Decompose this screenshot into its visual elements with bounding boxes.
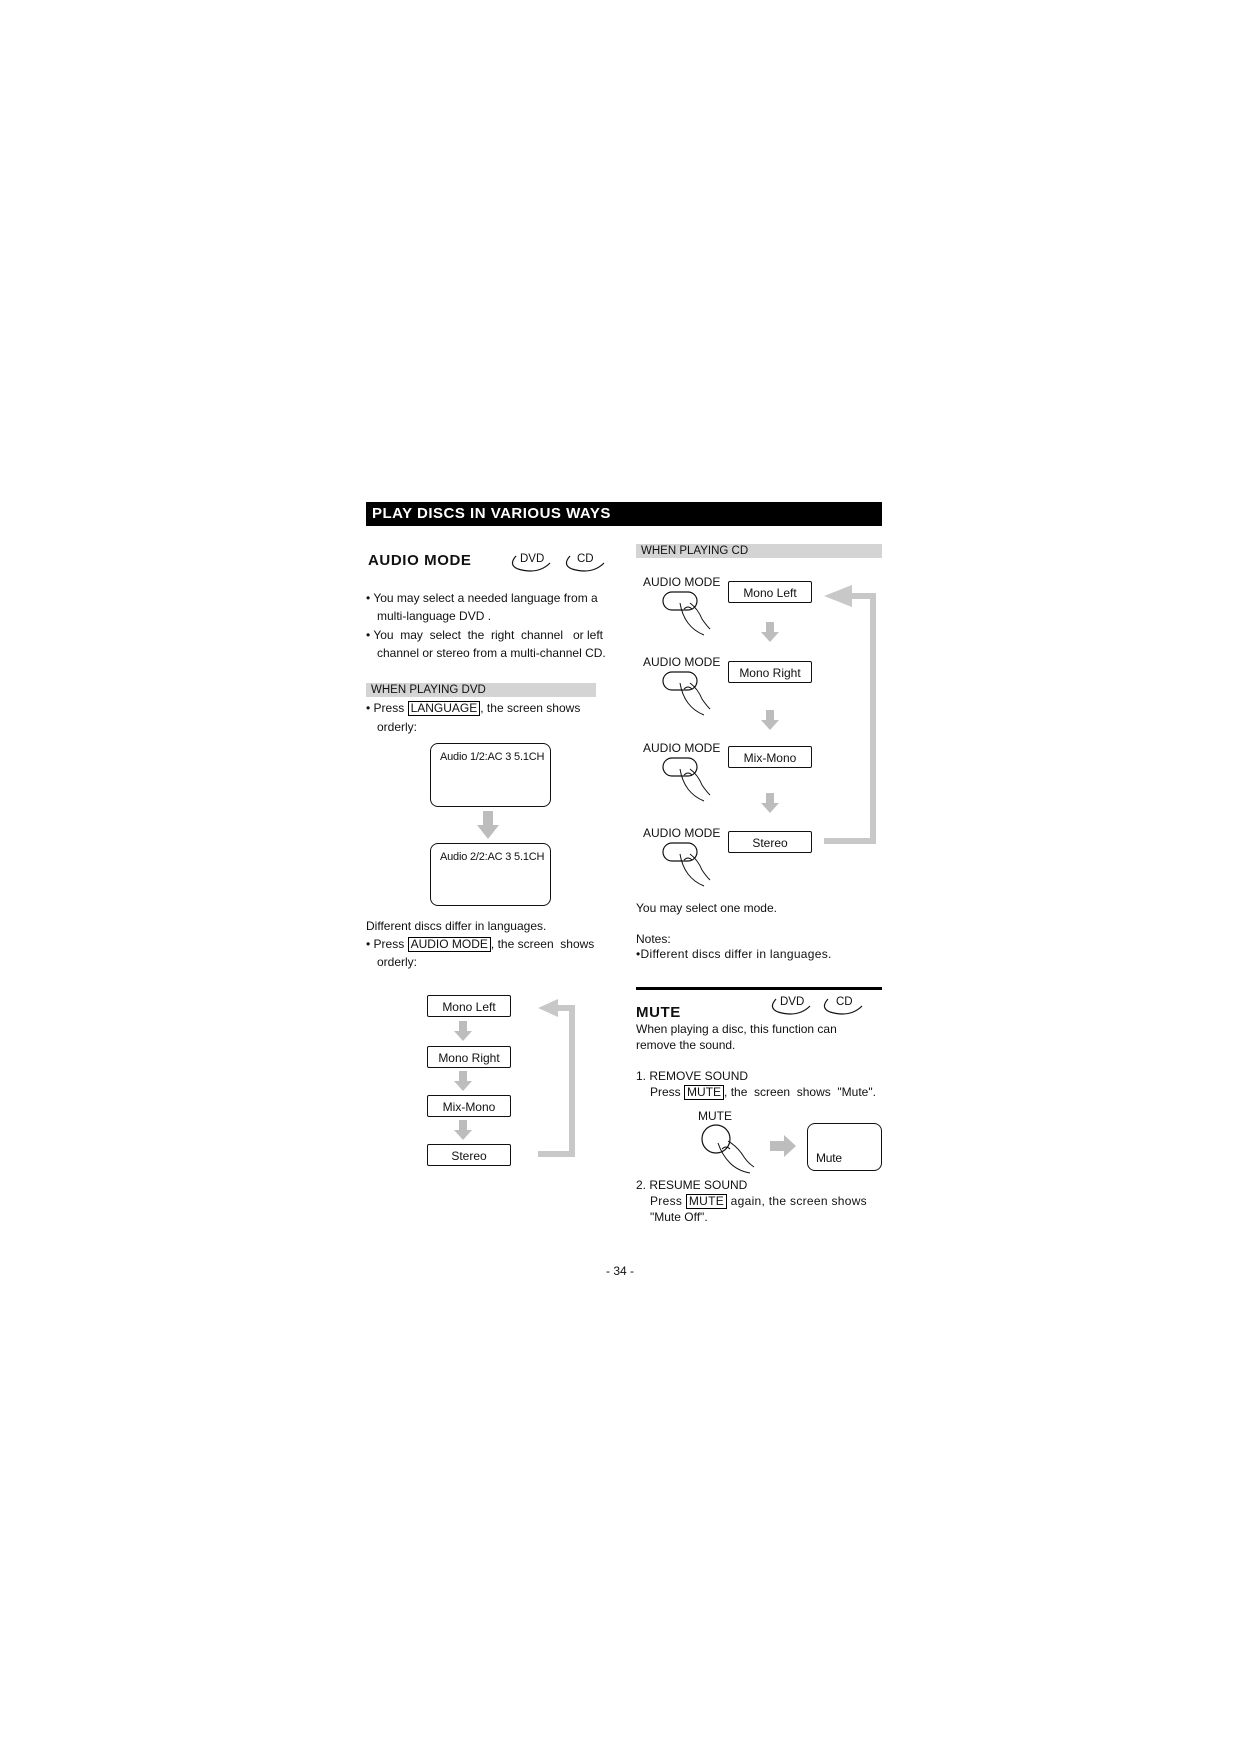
down-arrow-icon (454, 1071, 472, 1091)
cd-badge: CD (836, 996, 853, 1008)
mode-box-mix-mono: Mix-Mono (427, 1095, 511, 1117)
page-header: PLAY DISCS IN VARIOUS WAYS (366, 502, 882, 526)
disc-arc-icon (820, 996, 864, 1016)
mute-intro-line-1: When playing a disc, this function can (636, 1022, 837, 1036)
bullet-1-line-2: multi-language DVD . (377, 609, 492, 623)
differ-note: Different discs differ in languages. (366, 919, 547, 933)
bullet-1-line-1: • You may select a needed language from a (366, 591, 598, 605)
remote-button-press-icon (660, 840, 716, 888)
language-key: LANGUAGE (408, 701, 481, 716)
mode-box-mono-left: Mono Left (427, 995, 511, 1017)
return-loop-arrow (538, 997, 578, 1157)
press-audio-mode-line: • Press AUDIO MODE , the screen shows (366, 937, 595, 951)
mode-box-mono-right: Mono Right (427, 1046, 511, 1068)
down-arrow-icon (454, 1120, 472, 1140)
cd-mode-box-stereo: Stereo (728, 831, 812, 853)
notes-item: •Different discs differ in languages. (636, 947, 832, 961)
cd-mode-box-mono-right: Mono Right (728, 661, 812, 683)
down-arrow-icon (477, 811, 499, 839)
section-divider (636, 987, 882, 990)
select-one-mode-note: You may select one mode. (636, 901, 777, 915)
tv-screen-audio-1: Audio 1/2:AC 3 5.1CH (430, 743, 551, 807)
remote-button-press-icon (660, 755, 716, 803)
down-arrow-icon (761, 622, 779, 642)
cd-audio-mode-label: AUDIO MODE (643, 741, 721, 755)
cd-mode-box-mono-left: Mono Left (728, 581, 812, 603)
return-loop-arrow (824, 582, 880, 844)
cd-audio-mode-label: AUDIO MODE (643, 575, 721, 589)
remote-button-press-icon (660, 589, 716, 637)
audio-mode-title: AUDIO MODE (368, 552, 472, 569)
orderly-label-2: orderly: (377, 955, 418, 969)
when-playing-cd-band: WHEN PLAYING CD (636, 544, 882, 558)
mute-button-press-icon (700, 1123, 758, 1175)
step2-title: 2. RESUME SOUND (636, 1178, 748, 1192)
disc-arc-icon (768, 996, 812, 1016)
right-arrow-icon (770, 1135, 796, 1157)
mute-intro-line-2: remove the sound. (636, 1038, 736, 1052)
mute-title: MUTE (636, 1004, 681, 1021)
notes-title: Notes: (636, 932, 671, 946)
mute-button-label: MUTE (698, 1109, 732, 1123)
cd-audio-mode-label: AUDIO MODE (643, 826, 721, 840)
when-playing-dvd-band: WHEN PLAYING DVD (366, 683, 596, 697)
page-number: - 34 - (605, 1264, 634, 1278)
remote-button-press-icon (660, 669, 716, 717)
down-arrow-icon (454, 1021, 472, 1041)
cd-badge: CD (577, 553, 594, 565)
tv-screen-mute: Mute (807, 1123, 882, 1171)
step2-line-2: "Mute Off". (650, 1210, 708, 1224)
orderly-label: orderly: (377, 720, 418, 734)
press-language-line: • Press LANGUAGE , the screen shows (366, 701, 581, 715)
mute-key: MUTE (684, 1085, 724, 1100)
mute-key: MUTE (686, 1194, 727, 1209)
down-arrow-icon (761, 710, 779, 730)
cd-audio-mode-label: AUDIO MODE (643, 655, 721, 669)
audio-mode-key: AUDIO MODE (408, 937, 491, 952)
bullet-2-line-2: channel or stereo from a multi-channel CD. (377, 646, 606, 660)
step1-instruction: Press MUTE , the screen shows "Mute". (650, 1085, 876, 1099)
disc-arc-icon (562, 553, 606, 573)
step2-instruction: Press MUTE again, the screen shows (650, 1194, 867, 1208)
tv-screen-audio-2: Audio 2/2:AC 3 5.1CH (430, 843, 551, 906)
cd-mode-box-mix-mono: Mix-Mono (728, 746, 812, 768)
bullet-2-line-1: • You may select the right channel or left (366, 628, 604, 642)
step1-title: 1. REMOVE SOUND (636, 1069, 749, 1083)
dvd-badge: DVD (780, 996, 805, 1008)
mode-box-stereo: Stereo (427, 1144, 511, 1166)
down-arrow-icon (761, 793, 779, 813)
dvd-badge: DVD (520, 553, 545, 565)
disc-arc-icon (508, 553, 552, 573)
